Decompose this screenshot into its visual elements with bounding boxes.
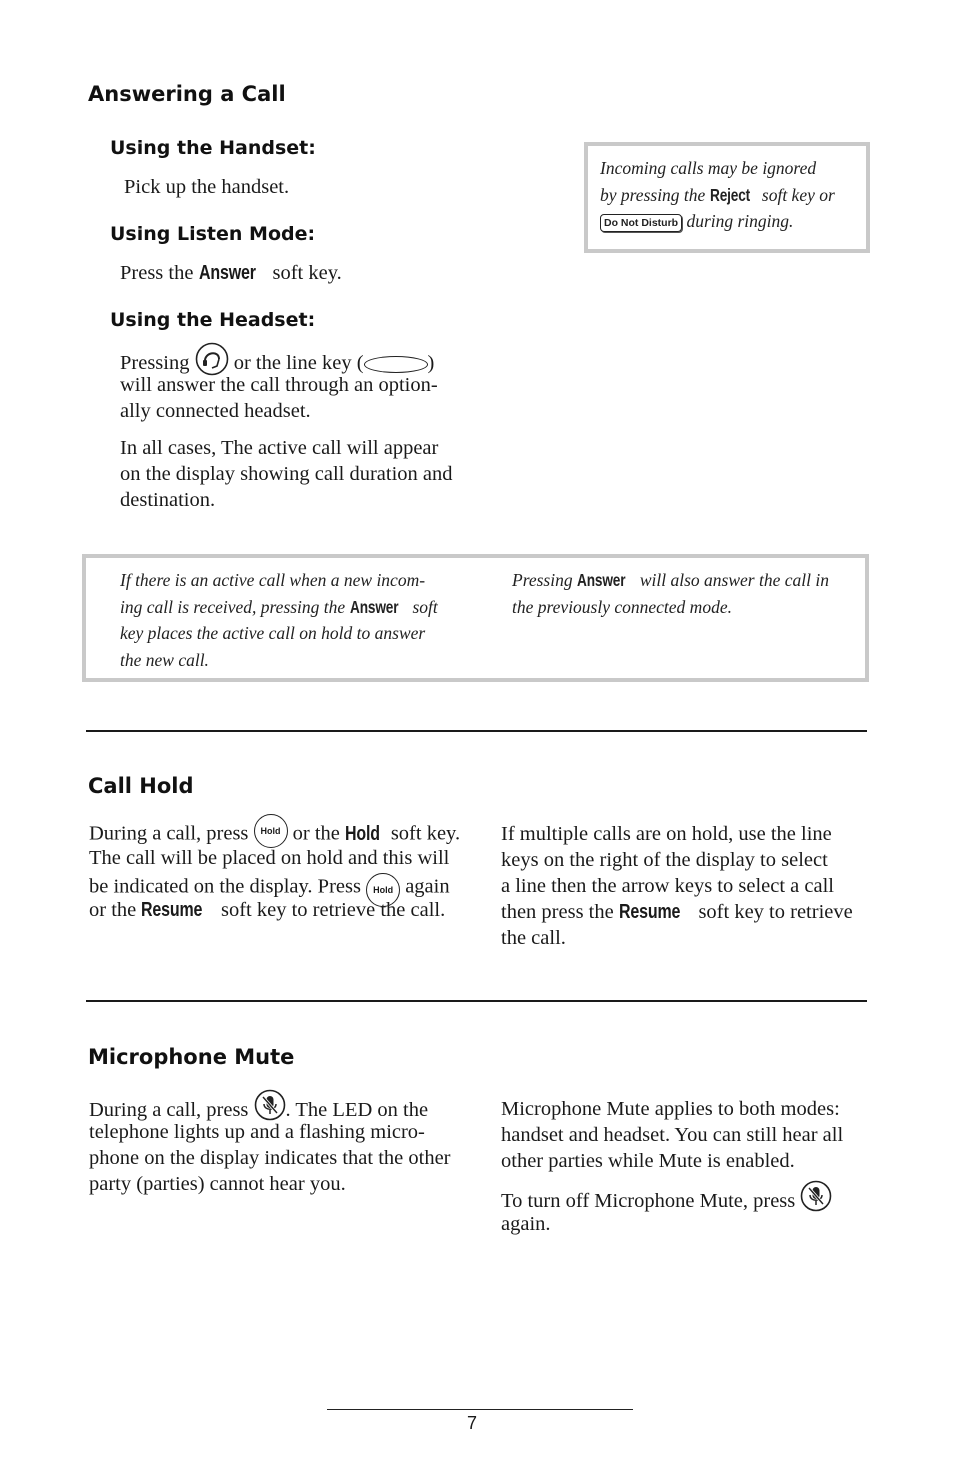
- hold-softkey-label: Hold: [345, 821, 380, 845]
- page-number: 7: [467, 1413, 478, 1433]
- listen-mode-text: Press the Answer soft key.: [120, 261, 342, 284]
- note-left-text: If there is an active call when a new incom- ing call is received, pressing the Answer soft key places the active call on hold to answer the new call.: [120, 570, 438, 670]
- mute-icon: [254, 1089, 286, 1128]
- reject-softkey-label: Reject: [709, 184, 750, 205]
- section-title-answering: Answering a Call: [88, 82, 286, 106]
- section-title-microphone-mute: Microphone Mute: [88, 1045, 295, 1069]
- answer-softkey-label: Answer: [576, 570, 626, 590]
- section-title-call-hold: Call Hold: [88, 774, 194, 798]
- headset-icon: [195, 342, 229, 383]
- side-note-text: Incoming calls may be ignored by pressing the Reject soft key or Do Not Disturb during ringing.: [600, 158, 835, 231]
- hold-right-paragraph: If multiple calls are on hold, use the line keys on the right of the display to select a line then the arrow keys to select a call then press the Resume soft key to retrieve the call.: [501, 823, 853, 949]
- side-note-box: [584, 142, 870, 253]
- footer-rule: [327, 1409, 633, 1410]
- all-cases-paragraph: In all cases, The active call will appear on the display showing call duration and destination.: [120, 437, 453, 511]
- answer-note-box: [82, 554, 869, 682]
- line-key-icon: [364, 356, 428, 373]
- hold-key-icon: Hold: [254, 814, 288, 848]
- resume-softkey-label: Resume: [618, 900, 681, 923]
- hold-key-icon: Hold: [366, 873, 400, 907]
- subheading-handset: Using the Handset:: [110, 137, 316, 159]
- mute-left-paragraph: During a call, press . The LED on the telephone lights up and a flashing micro- phone on the display indicates that the other party (parties) cannot hear you.: [89, 1092, 489, 1197]
- section-divider: [86, 1000, 867, 1002]
- mute-icon: [800, 1180, 832, 1219]
- note-right-text: Pressing Answer will also answer the call in the previously connected mode.: [512, 567, 829, 620]
- answer-softkey-label: Answer: [198, 261, 256, 284]
- subheading-listen-mode: Using Listen Mode:: [110, 223, 316, 245]
- section-divider: [86, 730, 867, 732]
- headset-paragraph: Pressing or the line key ( ) will answer the call through an option- ally connected headset.: [120, 344, 490, 424]
- answer-softkey-label: Answer: [349, 596, 398, 617]
- do-not-disturb-key-icon: Do Not Disturb: [600, 214, 682, 232]
- resume-softkey-label: Resume: [141, 898, 203, 921]
- hold-left-paragraph: During a call, press Hold or the Hold soft key. The call will be placed on hold and this will be indicated on the display. Press Hold again or the Resume soft key to retrieve the call.: [89, 818, 489, 923]
- subheading-headset: Using the Headset:: [110, 309, 316, 331]
- handset-text: Pick up the handset.: [124, 176, 290, 198]
- mute-right-paragraph: Microphone Mute applies to both modes: handset and headset. You can still hear all other parties while Mute is enabled. To turn off Microphone Mute, press again.: [501, 1098, 844, 1235]
